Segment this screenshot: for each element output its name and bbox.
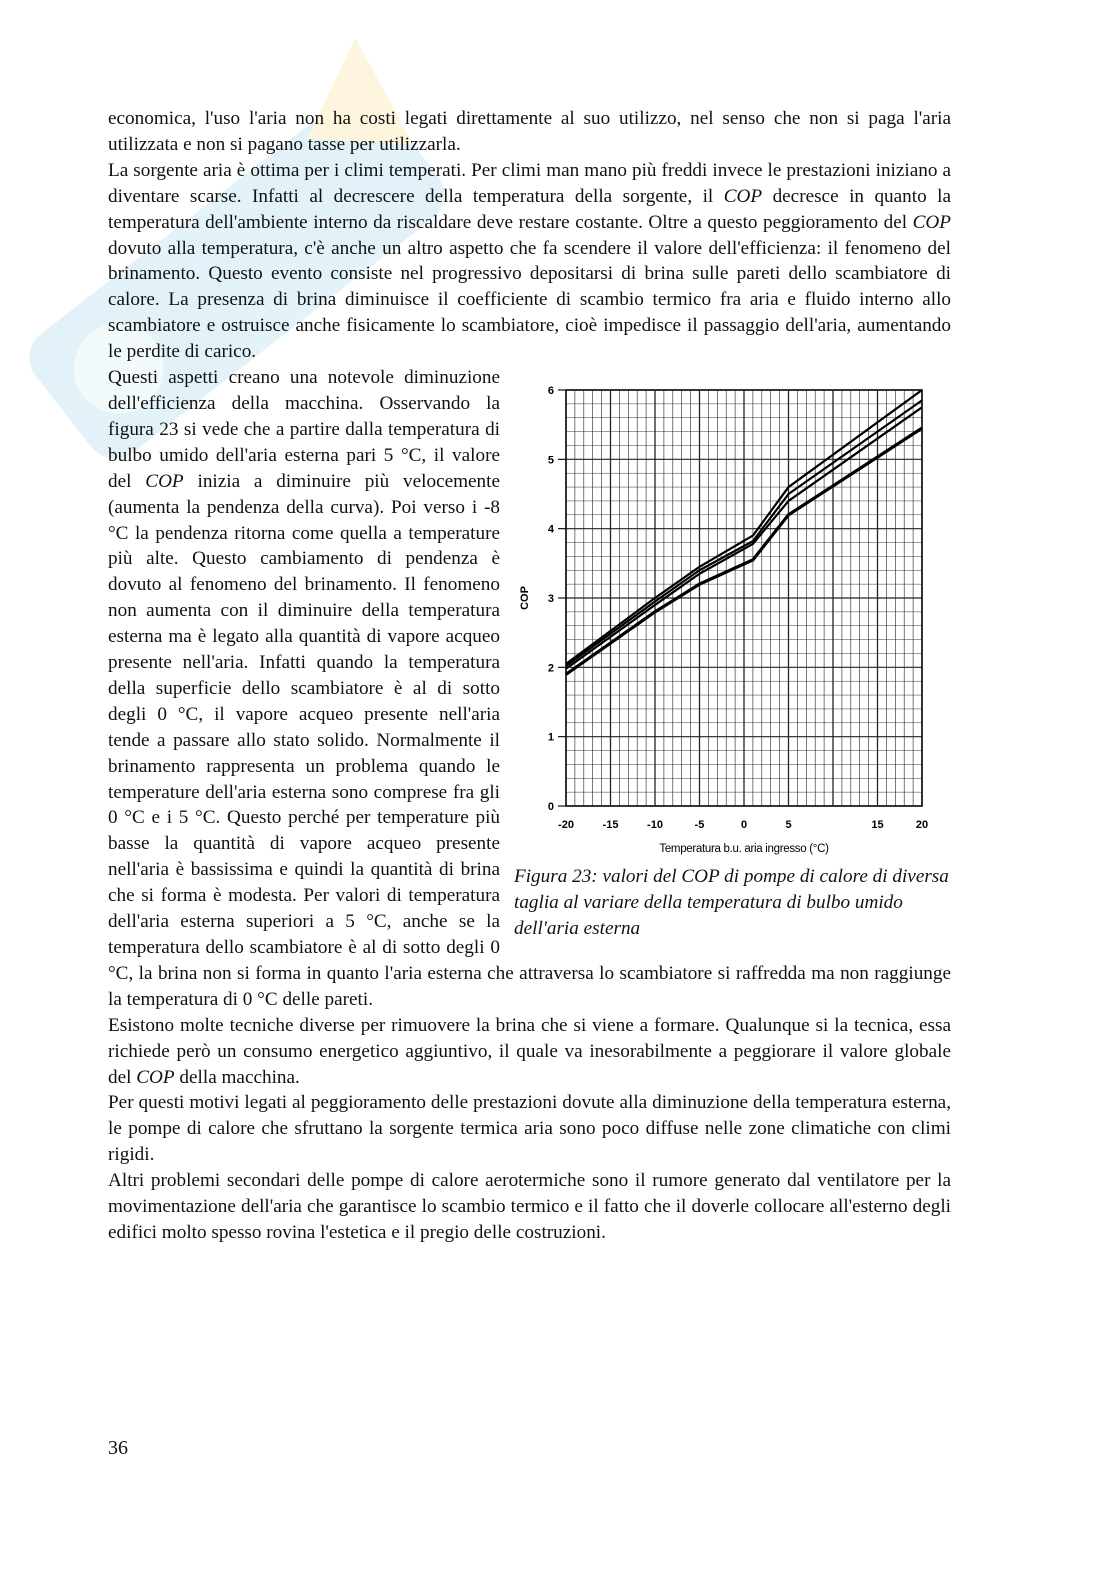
x-tick-label: -15 — [602, 819, 619, 832]
x-tick-label: -5 — [694, 819, 705, 832]
figure-23 — [514, 378, 951, 942]
cop-chart — [514, 378, 951, 858]
paragraph-3-part-b: inizia a diminuire più velocemente (aumenta la pendenza della curva). Poi verso i -8 °C la pendenza ritorna come quella a temperature più alte. Questo cambiamento di pendenza è dovuto al fenomeno del brinamento. Il fenomeno non aumenta con il diminuire della temperatura esterna ma è legato alla quantità di vapore acqueo presente nell'aria. Infatti quando la temperatura della superficie dello scambiatore è al di sotto degli 0 °C, il vapore acqueo presente nell'aria tende a passare allo stato solido. Normalmente il brinamento rappresenta un problema quando le temperature dell'aria esterna sono comprese fra gli 0 °C e i 5 °C. Questo perché per temperature più basse la quantità di vapore acqueo presente nell'aria è bassissima e quindi la quantità di brina che si forma è modesta. Per valori di temperatura dell'aria esterna superiori a 5 °C, anche se la temperatura dello scambiatore è al di sotto degli 0 °C, la brina non si forma in quanto l'aria esterna che attraversa lo scambiatore si raffredda ma non raggiunge la temperatura di 0 °C delle pareti. — [108, 470, 951, 1010]
figure-wrap — [108, 365, 951, 1013]
paragraph-2-part-c: dovuto alla temperatura, c'è anche un altro aspetto che fa scendere il valore dell'efficienza: il fenomeno del brinamento. Questo evento consiste nel progressivo depositarsi di brina sulle pareti dello scambiatore di calore. La presenza di brina diminuisce il coefficiente di scambio termico fra aria e fluido interno allo scambiatore e ostruisce anche fisicamente lo scambiatore, cioè impedisce il passaggio dell'aria, aumentando le perdite di carico. — [108, 237, 951, 363]
paragraph-2-part-a: La sorgente aria è ottima per i climi temperati. Per climi man mano più freddi invece le prestazioni iniziano a diventare scarse. Infatti al decrescere della temperatura della sorgente, il — [108, 159, 951, 207]
cop-term: COP — [723, 185, 763, 207]
y-tick-label: 6 — [547, 385, 554, 398]
paragraph-2-part-b: decresce in quanto la temperatura dell'ambiente interno da riscaldare deve restare costante. Oltre a questo peggioramento del — [108, 185, 951, 233]
paragraph-1: economica, l'uso l'aria non ha costi legati direttamente al suo utilizzo, nel senso che non si paga l'aria utilizzata e non si pagano tasse per utilizzarla. — [108, 108, 951, 155]
x-tick-label: 0 — [740, 819, 748, 832]
y-tick-label: 4 — [547, 523, 554, 536]
y-axis-label: COP — [519, 586, 531, 610]
y-tick-label: 1 — [547, 731, 554, 744]
x-tick-label: 15 — [871, 819, 884, 832]
x-tick-label: -10 — [647, 819, 663, 832]
page-number: 36 — [108, 1437, 128, 1459]
x-tick-label: -20 — [558, 819, 574, 832]
x-tick-label: 5 — [785, 819, 792, 832]
y-tick-label: 2 — [547, 662, 554, 675]
paragraph-4-part-a: Esistono molte tecniche diverse per rimuovere la brina che si viene a formare. Qualunque si la tecnica, essa richiede però un consumo energetico aggiuntivo, il quale va inesorabilmente a peggiorare il valore globale del — [108, 1014, 951, 1088]
figure-caption: Figura 23: valori del COP di pompe di calore di diversa taglia al variare della temperatura di bulbo umido dell'aria esterna — [514, 866, 949, 939]
y-tick-label: 5 — [547, 454, 554, 467]
cop-term: COP — [912, 211, 951, 233]
paragraph-4 — [108, 1013, 951, 1091]
page-body — [108, 106, 951, 1246]
paragraph-5: Per questi motivi legati al peggioramento delle prestazioni dovute alla diminuzione della temperatura esterna, le pompe di calore che sfruttano la sorgente termica aria sono poco diffuse nelle zone climatiche con climi rigidi. — [108, 1092, 951, 1166]
cop-term: COP — [136, 1066, 175, 1088]
x-tick-label: 20 — [915, 819, 929, 832]
paragraph-4-part-b: della macchina. — [174, 1066, 300, 1088]
x-axis-label: Temperatura b.u. aria ingresso (°C) — [659, 843, 829, 856]
paragraph-3-part-a: Questi aspetti creano una notevole diminuzione dell'efficienza della macchina. Osservando la figura 23 si vede che a partire dalla temperatura di bulbo umido dell'aria esterna pari 5 °C, il valore del — [108, 367, 500, 492]
y-tick-label: 3 — [547, 593, 554, 606]
paragraph-2 — [108, 158, 951, 365]
y-tick-label: 0 — [547, 801, 554, 814]
cop-term: COP — [145, 470, 184, 492]
paragraph-6: Altri problemi secondari delle pompe di calore aerotermiche sono il rumore generato dal ventilatore per la movimentazione dell'aria che garantisce lo scambio termico e il fatto che il doverle collocare all'esterno degli edifici molto spesso rovina l'estetica e il pregio delle costruzioni. — [108, 1170, 951, 1243]
